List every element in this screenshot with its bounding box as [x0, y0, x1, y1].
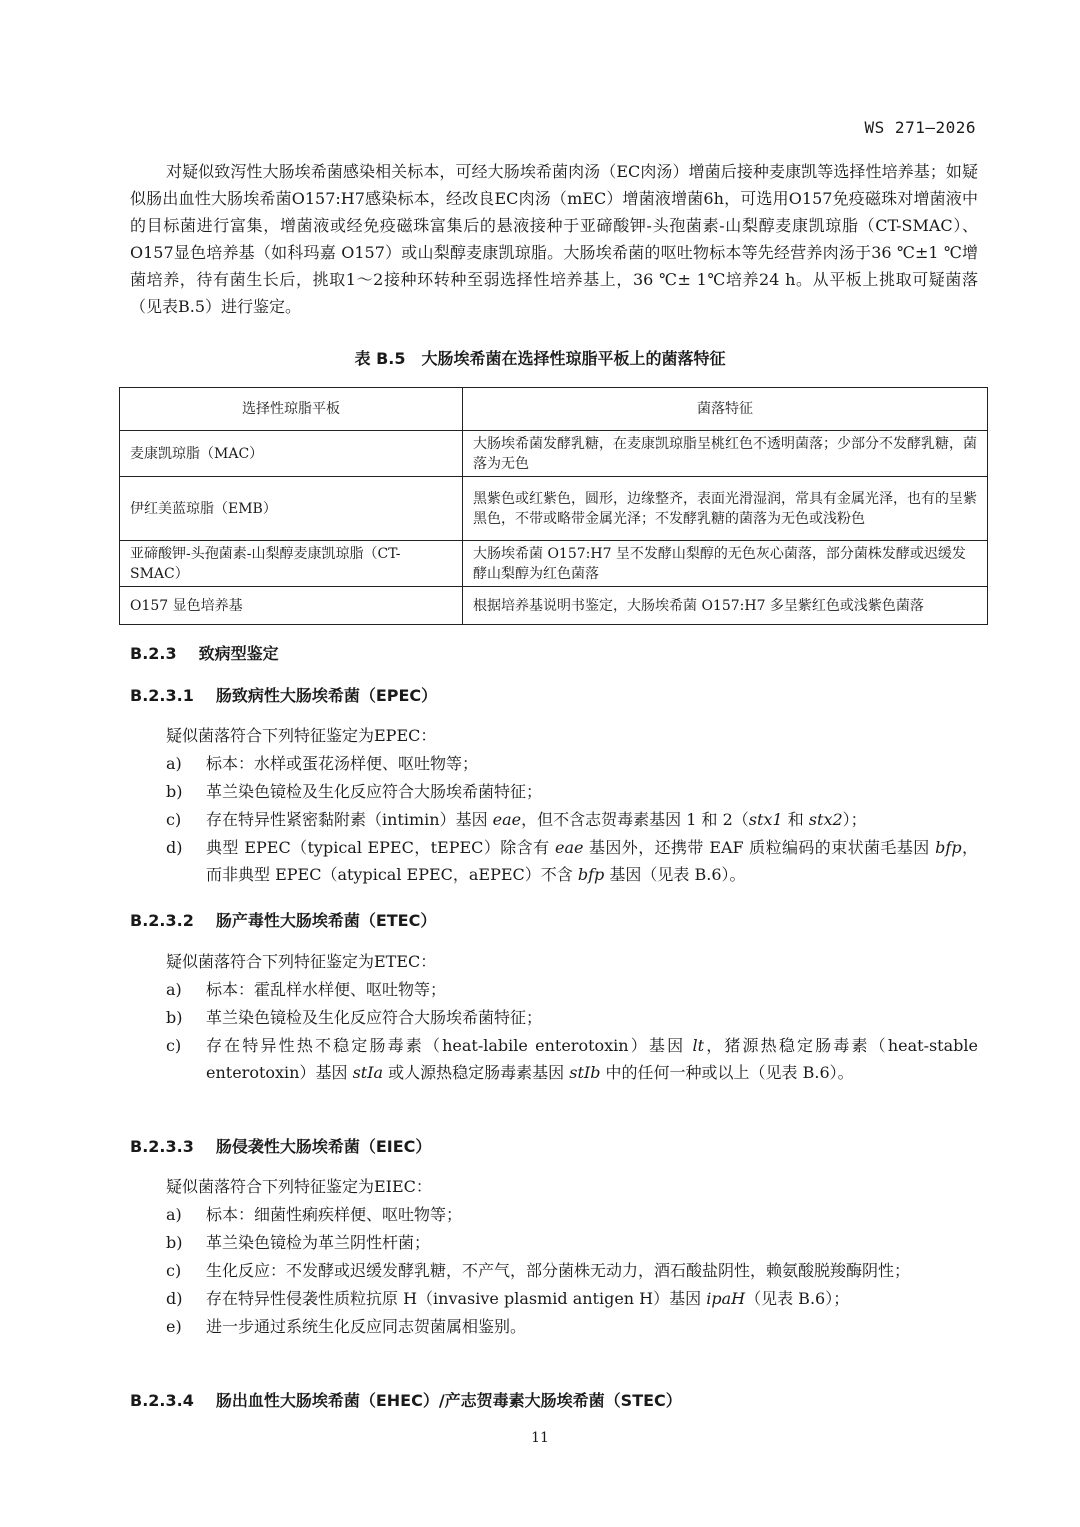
- table-cell-feature: 大肠埃希菌发酵乳糖，在麦康凯琼脂呈桃红色不透明菌落；少部分不发酵乳糖，菌落为无色: [463, 431, 988, 477]
- section-number: B.2.3.1: [130, 686, 194, 705]
- list-item-text: 革兰染色镜检为革兰阴性杆菌；: [206, 1233, 431, 1252]
- table-cell-feature: 大肠埃希菌 O157:H7 呈不发酵山梨醇的无色灰心菌落，部分菌株发酵或迟缓发酵山梨醇为红色菌落: [463, 541, 988, 587]
- epec-lead: 疑似菌落符合下列特征鉴定为EPEC：: [166, 726, 437, 745]
- standard-code: WS 271—2026: [864, 118, 976, 137]
- colony-feature-table: [119, 387, 988, 625]
- gene-name: stIb: [569, 1063, 601, 1082]
- list-item: [166, 1229, 978, 1256]
- list-marker: a): [166, 1205, 182, 1224]
- gene-name: lt: [692, 1036, 705, 1055]
- table-cell-plate: O157 显色培养基: [120, 587, 463, 625]
- section-title: 致病型鉴定: [198, 644, 279, 663]
- list-item-text: 进一步通过系统生化反应同志贺菌属相鉴别。: [206, 1317, 527, 1336]
- list-item-text: 革兰染色镜检及生化反应符合大肠埃希菌特征；: [206, 1008, 543, 1027]
- list-marker: c): [166, 1036, 182, 1055]
- list-item: [166, 1032, 978, 1086]
- list-item: [166, 1257, 978, 1284]
- eiec-criteria-list: [166, 1201, 978, 1341]
- table-cell-feature: 黑紫色或红紫色，圆形，边缘整齐，表面光滑湿润，常具有金属光泽，也有的呈紫黑色，不带或略带金属光泽；不发酵乳糖的菌落为无色或浅粉色: [463, 477, 988, 541]
- list-item-text: 存在特异性侵袭性质粒抗原 H（invasive plasmid antigen H）基因: [206, 1289, 707, 1308]
- list-item: [166, 1004, 978, 1031]
- gene-name: eae: [554, 838, 584, 857]
- list-item: [166, 1285, 978, 1312]
- table-cell-feature: 根据培养基说明书鉴定，大肠埃希菌 O157:H7 多呈紫红色或浅紫色菌落: [463, 587, 988, 625]
- list-item-text: 基因（见表 B.6）。: [604, 865, 746, 884]
- list-item: [166, 778, 978, 805]
- list-item: [166, 1201, 978, 1228]
- list-item-text: 和: [782, 810, 809, 829]
- list-item-text: 标本：霍乱样水样便、呕吐物等；: [206, 980, 447, 999]
- list-marker: c): [166, 1261, 182, 1280]
- table-row: [120, 477, 988, 541]
- list-item: [166, 1313, 978, 1340]
- list-item-text: ，猪源热稳定肠毒素（heat-stable enterotoxin）基因: [206, 1036, 978, 1082]
- section-number: B.2.3.4: [130, 1391, 194, 1410]
- section-heading-eiec: [130, 1134, 431, 1157]
- table-header-row: [120, 388, 988, 431]
- table-cell-plate: 麦康凯琼脂（MAC）: [120, 431, 463, 477]
- table-header-plate: 选择性琼脂平板: [120, 388, 463, 431]
- list-marker: d): [166, 838, 183, 857]
- list-item: [166, 806, 978, 833]
- section-title: 肠产毒性大肠埃希菌（ETEC）: [215, 911, 437, 930]
- table-row: [120, 431, 988, 477]
- list-item-text: 基因外，还携带 EAF 质粒编码的束状菌毛基因: [583, 838, 936, 857]
- etec-lead: 疑似菌落符合下列特征鉴定为ETEC：: [166, 952, 437, 971]
- list-item-text: 典型 EPEC（typical EPEC，tEPEC）除含有: [206, 838, 555, 857]
- section-heading-etec: [130, 908, 436, 931]
- section-heading-ehec: [130, 1388, 682, 1411]
- list-item: [166, 834, 978, 888]
- gene-name: stx2: [808, 810, 843, 829]
- section-title: 肠出血性大肠埃希菌（EHEC）/产志贺毒素大肠埃希菌（STEC）: [215, 1391, 682, 1410]
- section-title: 肠侵袭性大肠埃希菌（EIEC）: [215, 1137, 432, 1156]
- table-cell-plate: 亚碲酸钾-头孢菌素-山梨醇麦康凯琼脂（CT-SMAC）: [120, 541, 463, 587]
- table-row: [120, 541, 988, 587]
- table-caption: 表 B.5 大肠埃希菌在选择性琼脂平板上的菌落特征: [354, 349, 726, 368]
- list-item-text: 生化反应：不发酵或迟缓发酵乳糖，不产气，部分菌株无动力，酒石酸盐阴性，赖氨酸脱羧酶阴性；: [206, 1261, 911, 1280]
- list-marker: e): [166, 1317, 182, 1336]
- gene-name: ipaH: [706, 1289, 746, 1308]
- list-item-text: ，但不含志贺毒素基因 1 和 2（: [521, 810, 749, 829]
- list-item-text: 革兰染色镜检及生化反应符合大肠埃希菌特征；: [206, 782, 543, 801]
- gene-name: stx1: [748, 810, 783, 829]
- section-number: B.2.3: [130, 644, 177, 663]
- list-marker: b): [166, 1008, 183, 1027]
- list-item-text: 存在特异性紧密黏附素（intimin）基因: [206, 810, 493, 829]
- gene-name: stIa: [352, 1063, 384, 1082]
- list-marker: a): [166, 980, 182, 999]
- section-heading-epec: [130, 683, 437, 706]
- gene-name: bfp: [935, 838, 962, 857]
- gene-name: bfp: [577, 865, 605, 884]
- table-row: [120, 587, 988, 625]
- list-item-text: 中的任何一种或以上（见表 B.6）。: [600, 1063, 854, 1082]
- eiec-lead: 疑似菌落符合下列特征鉴定为EIEC：: [166, 1177, 432, 1196]
- list-marker: b): [166, 782, 183, 801]
- list-marker: c): [166, 810, 182, 829]
- list-item-text: ，而非典型 EPEC（atypical EPEC，aEPEC）不含: [206, 838, 978, 884]
- list-item-text: ）；: [842, 810, 867, 829]
- section-heading-b223: [130, 641, 279, 664]
- list-item: [166, 976, 978, 1003]
- list-item-text: （见表 B.6）；: [745, 1289, 850, 1308]
- table-header-feature: 菌落特征: [463, 388, 988, 431]
- list-marker: b): [166, 1233, 183, 1252]
- page-number: 11: [531, 1430, 549, 1446]
- list-item-text: 标本：细菌性痢疾样便、呕吐物等；: [206, 1205, 463, 1224]
- list-item-text: 或人源热稳定肠毒素基因: [383, 1063, 570, 1082]
- list-item-text: 标本：水样或蛋花汤样便、呕吐物等；: [206, 754, 479, 773]
- list-marker: a): [166, 754, 182, 773]
- section-number: B.2.3.2: [130, 911, 194, 930]
- table-cell-plate: 伊红美蓝琼脂（EMB）: [120, 477, 463, 541]
- section-title: 肠致病性大肠埃希菌（EPEC）: [215, 686, 438, 705]
- list-marker: d): [166, 1289, 183, 1308]
- epec-criteria-list: [166, 750, 978, 889]
- section-number: B.2.3.3: [130, 1137, 194, 1156]
- intro-paragraph: 对疑似致泻性大肠埃希菌感染相关标本，可经大肠埃希菌肉汤（EC肉汤）增菌后接种麦康凯等选择性培养基；如疑似肠出血性大肠埃希菌O157:H7感染标本，经改良EC肉汤（mEC）增菌液增菌6h，可选用O157免疫磁珠对增菌液中的目标菌进行富集，增菌液或经免疫磁珠富集后的悬液接种于亚碲酸钾-头孢菌素-山梨醇麦康凯琼脂（CT-SMAC）、O157显色培养基（如科玛嘉 O157）或山梨醇麦康凯琼脂。大肠埃希菌的呕吐物标本等先经营养肉汤于36 ℃±1 ℃增菌培养，待有菌生长后，挑取1～2接种环转种至弱选择性培养基上，36 ℃± 1℃培养24 h。从平板上挑取可疑菌落（见表B.5）进行鉴定。: [130, 162, 978, 316]
- gene-name: eae: [492, 810, 522, 829]
- list-item: [166, 750, 978, 777]
- list-item-text: 存在特异性热不稳定肠毒素（heat-labile enterotoxin）基因: [206, 1036, 693, 1055]
- etec-criteria-list: [166, 976, 978, 1087]
